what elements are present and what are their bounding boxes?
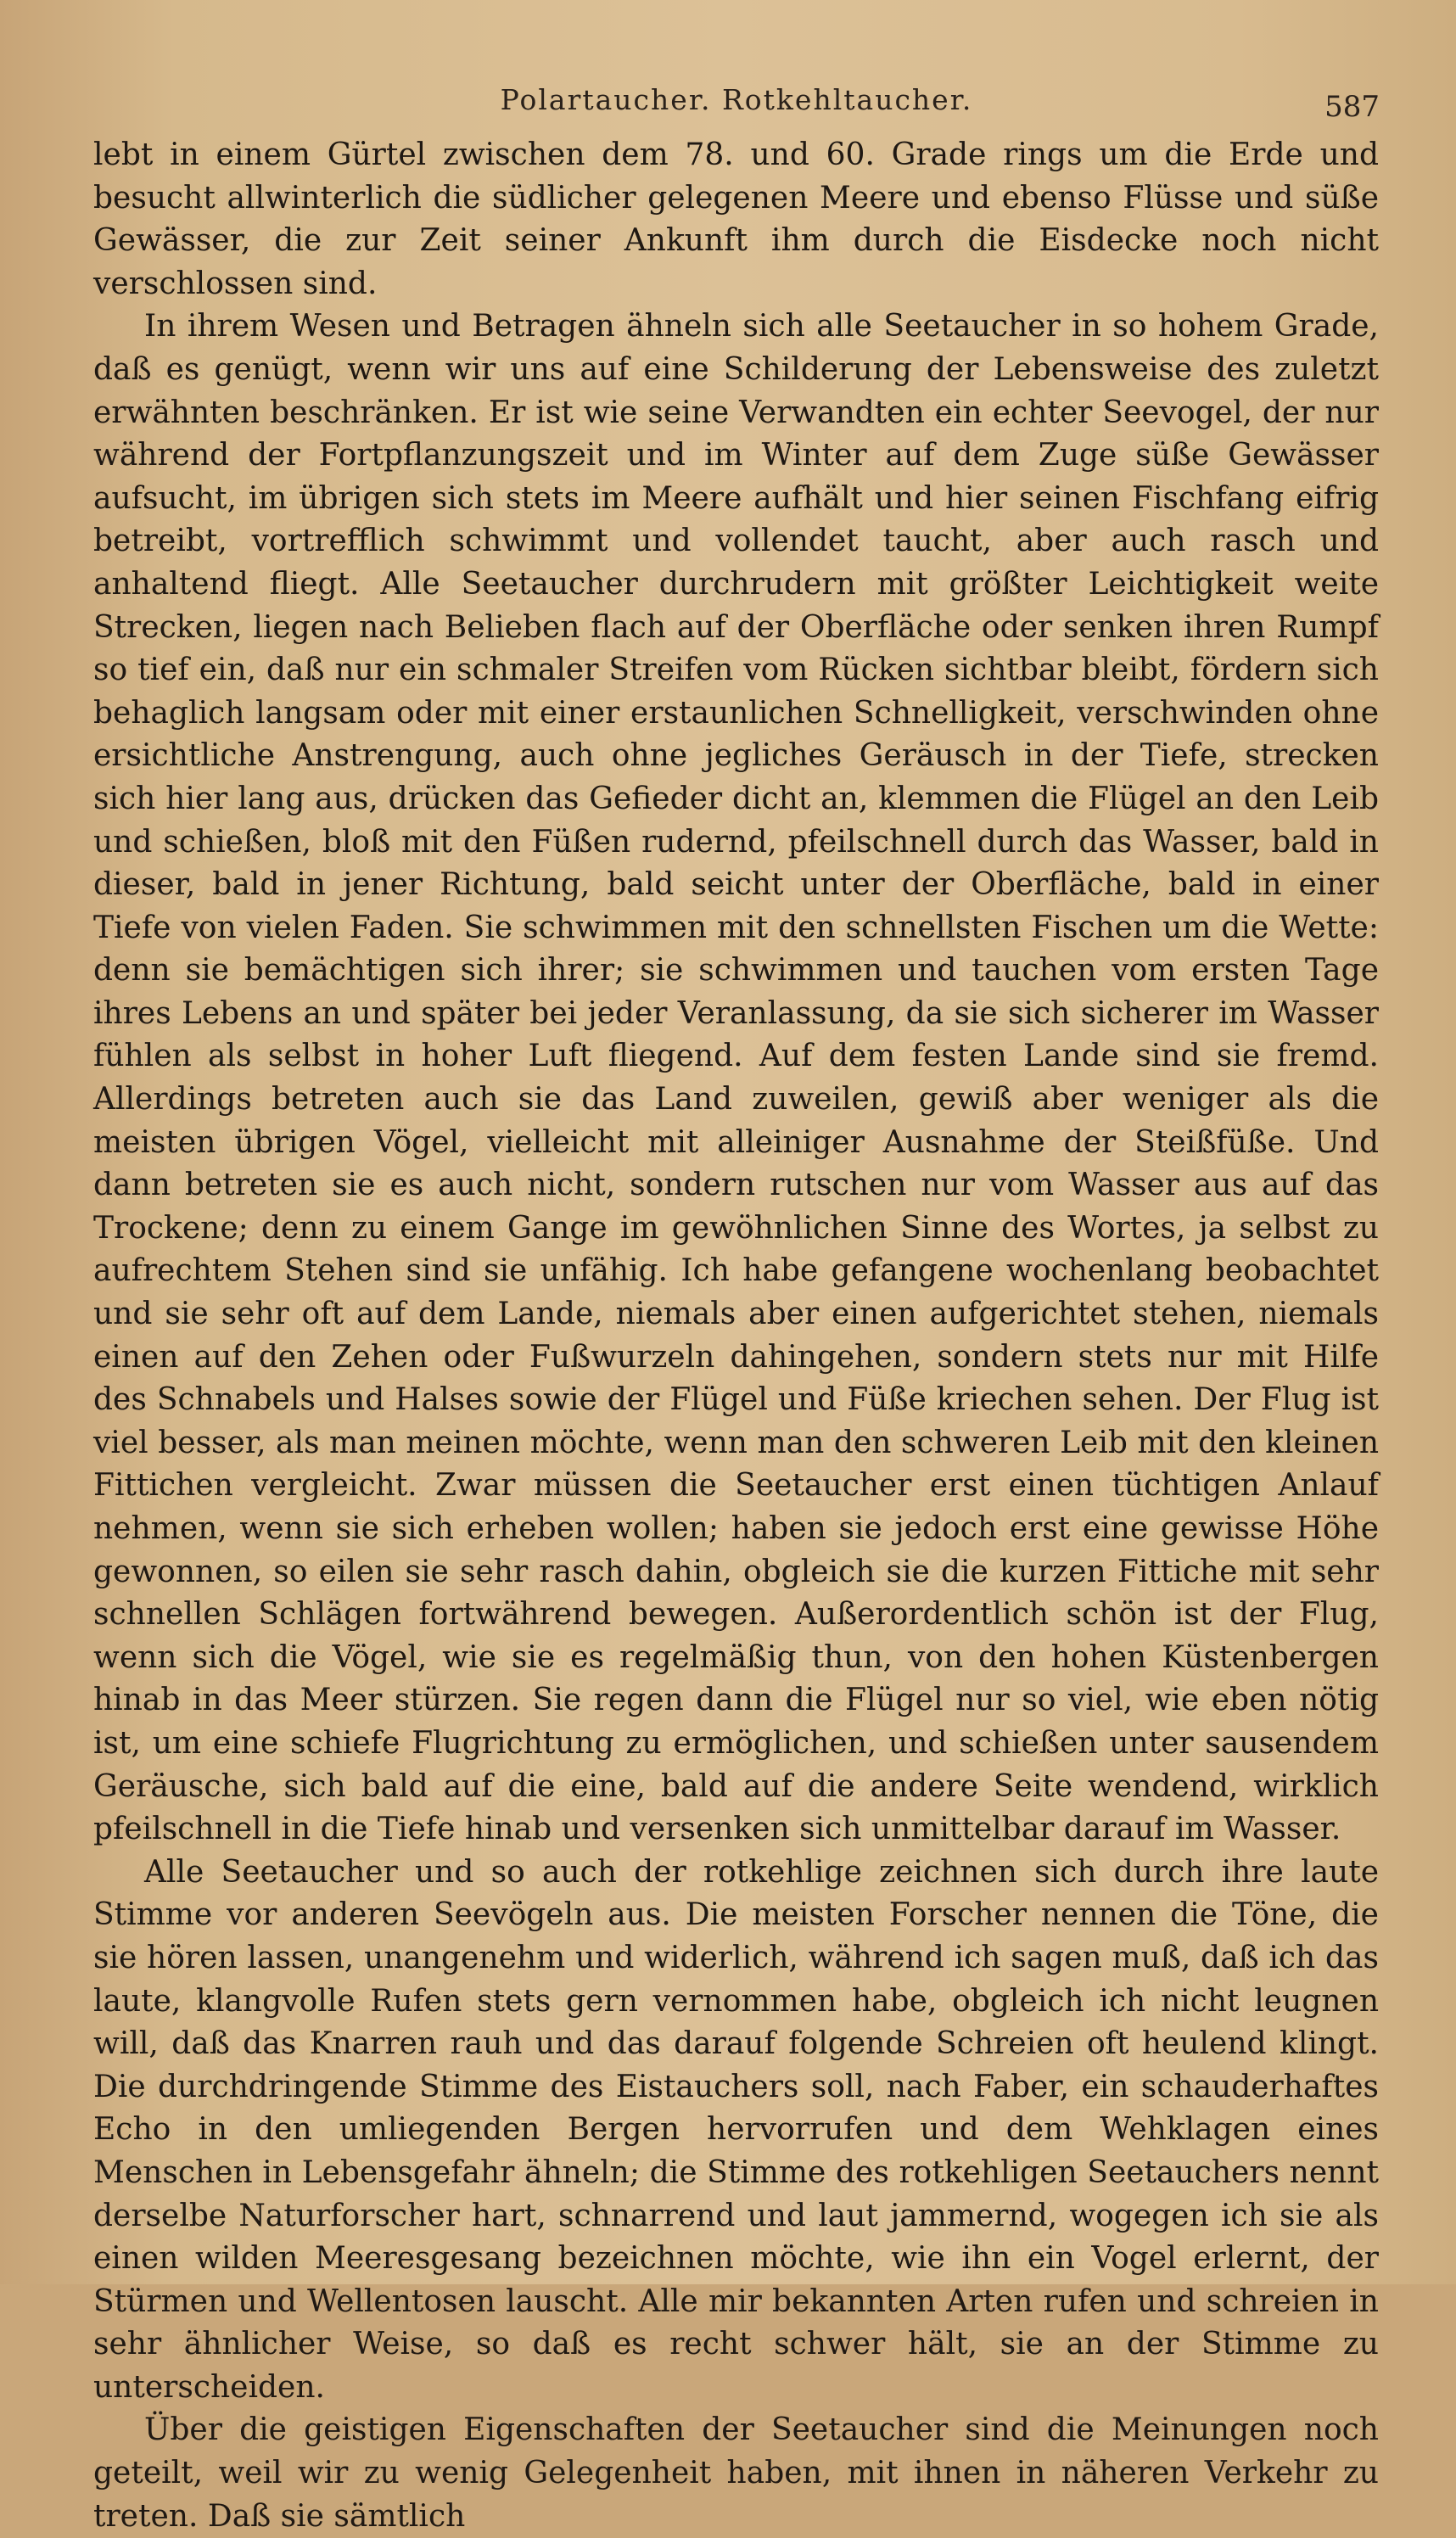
- paragraph-4: Über die geistigen Eigenschaften der Seetaucher sind die Meinungen noch geteilt, weil wir zu wenig Gelegenheit haben, mit ihnen in näheren Verkehr zu treten. Daß sie sämtlich: [93, 2412, 1379, 2534]
- paragraph-2: In ihrem Wesen und Betragen ähneln sich alle Seetaucher in so hohem Grade, daß es genügt, wenn wir uns auf eine Schilderung der Lebensweise des zuletzt erwähnten beschränken. Er ist wie seine Verwandten ein echter Seevogel, der nur während der Fortpflanzungszeit und im Winter auf dem Zuge süße Gewässer aufsucht, im übrigen sich stets im Meere aufhält und hier seinen Fischfang eifrig betreibt, vortrefflich schwimmt und vollendet taucht, aber auch rasch und anhaltend fliegt. Alle Seetaucher durchrudern mit größter Leichtigkeit weite Strecken, liegen nach Belieben flach auf der Oberfläche oder senken ihren Rumpf so tief ein, daß nur ein schmaler Streifen vom Rücken sichtbar bleibt, fördern sich behaglich langsam oder mit einer erstaunlichen Schnelligkeit, verschwinden ohne ersichtliche Anstrengung, auch ohne jegliches Geräusch in der Tiefe, strecken sich hier lang aus, drücken das Gefieder dicht an, klemmen die Flügel an den Leib und schießen, bloß mit den Füßen rudernd, pfeilschnell durch das Wasser, bald in dieser, bald in jener Richtung, bald seicht unter der Oberfläche, bald in einer Tiefe von vielen Faden. Sie schwimmen mit den schnellsten Fischen um die Wette: denn sie bemächtigen sich ihrer; sie schwimmen und tauchen vom ersten Tage ihres Lebens an und später bei jeder Veranlassung, da sie sich sicherer im Wasser fühlen als selbst in hoher Luft fliegend. Auf dem festen Lande sind sie fremd. Allerdings betreten auch sie das Land zuweilen, gewiß aber weniger als die meisten übrigen Vögel, vielleicht mit alleiniger Ausnahme der Steißfüße. Und dann betreten sie es auch nicht, sondern rutschen nur vom Wasser aus auf das Trockene; denn zu einem Gange im gewöhnlichen Sinne des Wortes, ja selbst zu aufrechtem Stehen sind sie unfähig. Ich habe gefangene wochenlang beobachtet und sie sehr oft auf dem Lande, niemals aber einen aufgerichtet stehen, niemals einen auf den Zehen oder Fußwurzeln dahingehen, sondern stets nur mit Hilfe des Schnabels und Halses sowie der Flügel und Füße kriechen sehen. Der Flug ist viel besser, als man meinen möchte, wenn man den schweren Leib mit den kleinen Fittichen vergleicht. Zwar müssen die Seetaucher erst einen tüchtigen Anlauf nehmen, wenn sie sich erheben wollen; haben sie jedoch erst eine gewisse Höhe gewonnen, so eilen sie sehr rasch dahin, obgleich sie die kurzen Fittiche mit sehr schnellen Schlägen fortwährend bewegen. Außerordentlich schön ist der Flug, wenn sich die Vögel, wie sie es regelmäßig thun, von den hohen Küstenbergen hinab in das Meer stürzen. Sie regen dann die Flügel nur so viel, wie eben nötig ist, um eine schiefe Flugrichtung zu ermöglichen, und schießen unter sausendem Geräusche, sich bald auf die eine, bald auf die andere Seite wendend, wirklich pfeilschnell in die Tiefe hinab und versenken sich unmittelbar darauf im Wasser.: [93, 309, 1379, 1847]
- page-header: [93, 78, 1380, 129]
- page-number: 587: [1324, 90, 1380, 124]
- paragraph-1: lebt in einem Gürtel zwischen dem 78. und 60. Grade rings um die Erde und besucht allwinterlich die südlicher gelegenen Meere und ebenso Flüsse und süße Gewässer, die zur Zeit seiner Ankunft ihm durch die Eisdecke noch nicht verschlossen sind.: [93, 137, 1379, 301]
- body-text: [93, 134, 1379, 2538]
- running-head: Polartaucher. Rotkehltaucher.: [500, 83, 973, 116]
- paragraph-3: Alle Seetaucher und so auch der rotkehlige zeichnen sich durch ihre laute Stimme vor anderen Seevögeln aus. Die meisten Forscher nennen die Töne, die sie hören lassen, unangenehm und widerlich, während ich sagen muß, daß ich das laute, klangvolle Rufen stets gern vernommen habe, obgleich ich nicht leugnen will, daß das Knarren rauh und das darauf folgende Schreien oft heulend klingt. Die durchdringende Stimme des Eistauchers soll, nach Faber, ein schauderhaftes Echo in den umliegenden Bergen hervorrufen und dem Wehklagen eines Menschen in Lebensgefahr ähneln; die Stimme des rotkehligen Seetauchers nennt derselbe Naturforscher hart, schnarrend und laut jammernd, wogegen ich sie als einen wilden Meeresgesang bezeichnen möchte, wie ihn ein Vogel erlernt, der Stürmen und Wellentosen lauscht. Alle mir bekannten Arten rufen und schreien in sehr ähnlicher Weise, so daß es recht schwer hält, sie an der Stimme zu unterscheiden.: [93, 1854, 1379, 2405]
